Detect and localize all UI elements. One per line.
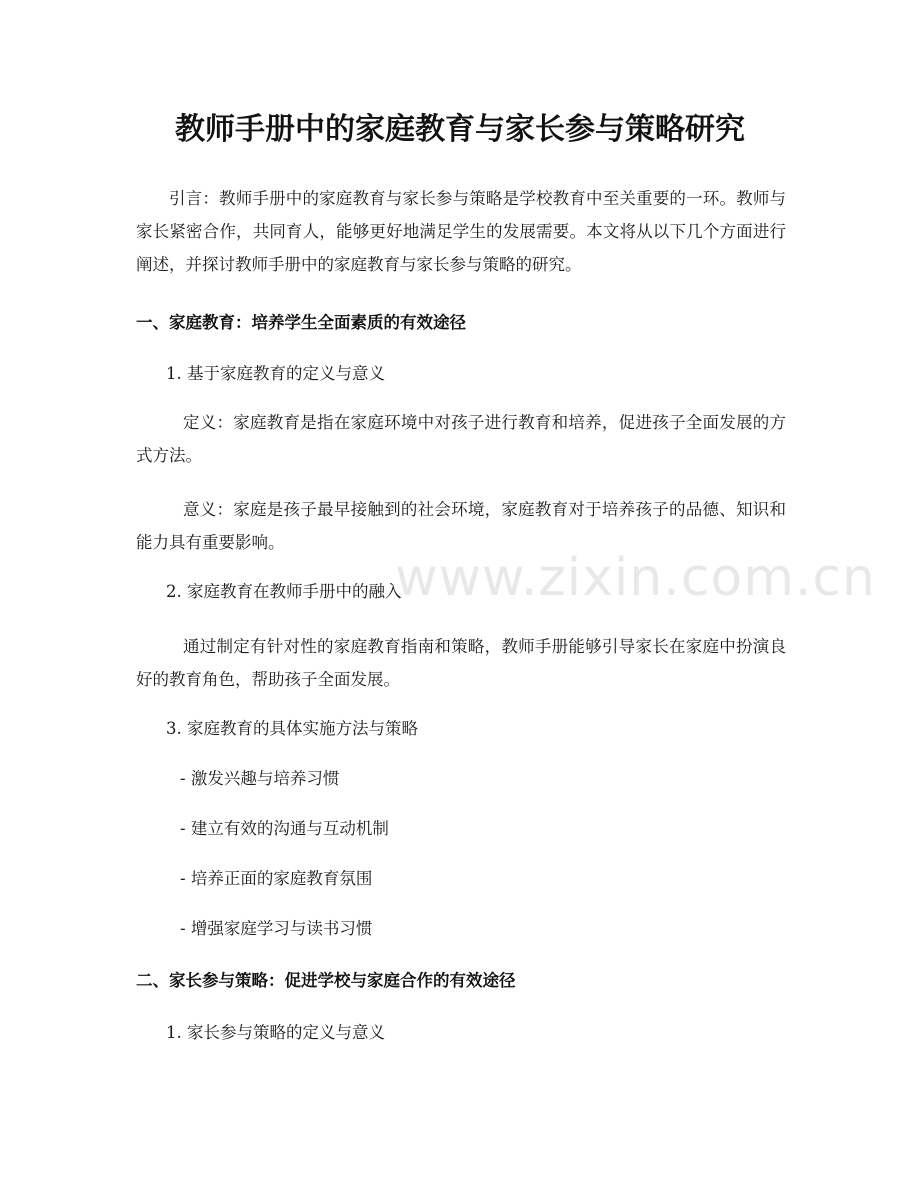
section-2-item-1-heading: 1. 家长参与策略的定义与意义 xyxy=(166,1023,385,1042)
integration-paragraph: 通过制定有针对性的家庭教育指南和策略，教师手册能够引导家长在家庭中扮演良好的教育角色，帮助孩子全面发展。 xyxy=(136,637,786,689)
section-1-item-1-heading: 1. 基于家庭教育的定义与意义 xyxy=(166,364,385,383)
section-1-item-2-heading: 2. 家庭教育在教师手册中的融入 xyxy=(166,582,402,601)
watermark: www.zixin.com.cn xyxy=(395,548,876,608)
meaning-paragraph: 意义：家庭是孩子最早接触到的社会环境，家庭教育对于培养孩子的品德、知识和能力具有重要影响。 xyxy=(136,500,786,552)
section-1-heading: 一、家庭教育：培养学生全面素质的有效途径 xyxy=(136,313,466,332)
bullet-item: - 增强家庭学习与读书习惯 xyxy=(180,919,373,938)
definition-paragraph: 定义：家庭教育是指在家庭环境中对孩子进行教育和培养，促进孩子全面发展的方式方法。 xyxy=(136,413,786,465)
bullet-item: - 建立有效的沟通与互动机制 xyxy=(180,819,389,838)
bullet-item: - 激发兴趣与培养习惯 xyxy=(180,769,340,788)
section-2-heading: 二、家长参与策略：促进学校与家庭合作的有效途径 xyxy=(136,971,516,990)
intro-paragraph: 引言：教师手册中的家庭教育与家长参与策略是学校教育中至关重要的一环。教师与家长紧密合作，共同育人，能够更好地满足学生的发展需要。本文将从以下几个方面进行阐述，并探讨教师手册中的家庭教育与家长参与策略的研究。 xyxy=(136,189,786,274)
bullet-item: - 培养正面的家庭教育氛围 xyxy=(180,869,373,888)
document-title: 教师手册中的家庭教育与家长参与策略研究 xyxy=(175,112,745,147)
section-1-item-3-heading: 3. 家庭教育的具体实施方法与策略 xyxy=(166,719,418,738)
